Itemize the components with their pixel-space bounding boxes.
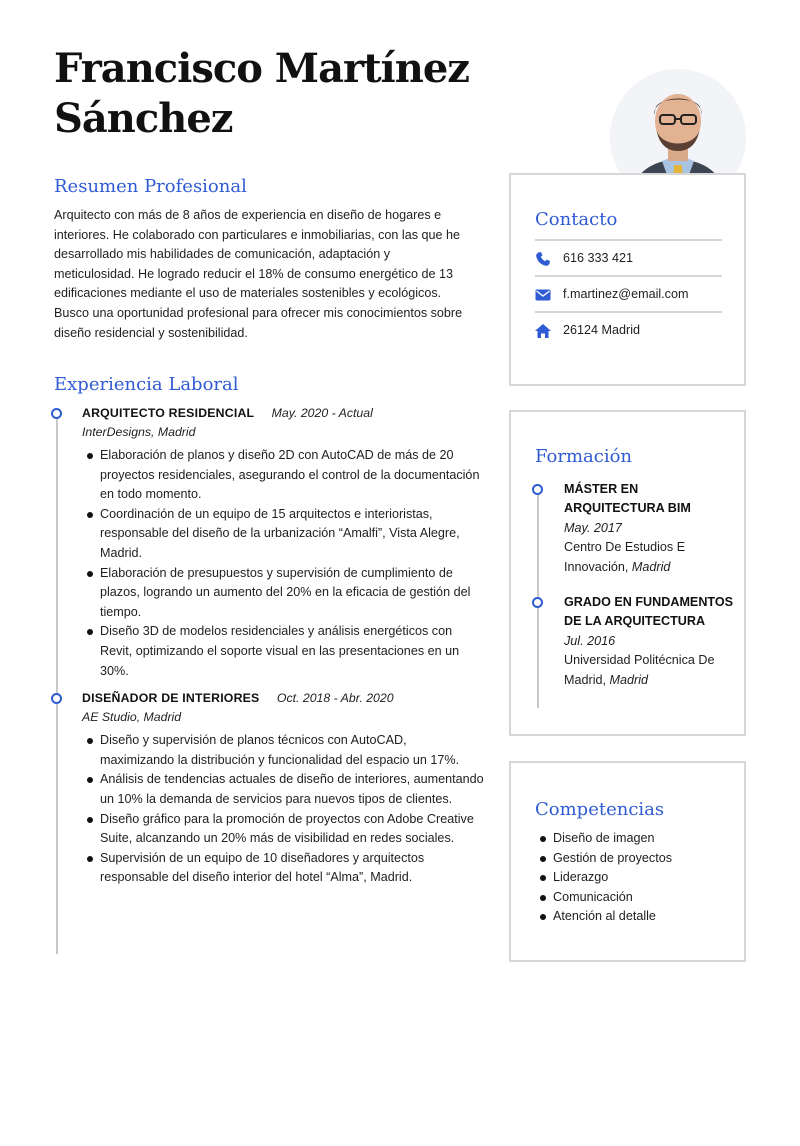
degree-date: May. 2017 xyxy=(564,520,622,535)
home-icon xyxy=(535,323,551,339)
contact-email[interactable] xyxy=(535,285,722,305)
degree-school xyxy=(564,538,735,577)
name-line-1: Francisco Martínez xyxy=(54,45,469,92)
education-box xyxy=(509,410,746,736)
school-city: Madrid xyxy=(631,559,671,574)
address-value: 26124 Madrid xyxy=(563,323,641,337)
job-date: May. 2020 - Actual xyxy=(271,406,373,420)
job-title: ARQUITECTO RESIDENCIAL xyxy=(82,406,255,420)
school-name: Centro De Estudios E Innovación, xyxy=(564,540,686,574)
list-item: Coordinación de un equipo de 15 arquitectos e interioristas, responsable del diseño de la urbanización “Amalfi”, Vista Alegre, Madrid. xyxy=(100,505,484,564)
divider xyxy=(535,275,722,277)
name-line-2: Sánchez xyxy=(54,95,233,142)
phone-icon xyxy=(535,251,551,267)
job-bullets xyxy=(82,731,484,888)
education-heading: Formación xyxy=(535,446,633,467)
degree-school xyxy=(564,651,735,690)
school-name: Universidad Politécnica De Madrid, xyxy=(564,653,715,687)
list-item: Atención al detalle xyxy=(553,907,672,927)
contact-heading: Contacto xyxy=(535,209,618,230)
list-item: Comunicación xyxy=(553,888,672,908)
job-bullets xyxy=(82,446,484,681)
summary-text: Arquitecto con más de 8 años de experiencia en diseño de hogares e interiores. He colaborado con particulares e inmobiliarias, con las que he desarrollado mis habilidades de comunicación, adaptación y meticulosidad. He logrado reducir el 18% de consumo energético de 13 edificaciones mediante el uso de materiales sostenibles y ecológicos. Busco una oportunidad profesional para ofrecer mis conocimientos sobre diseño residencial y sostenibilidad. xyxy=(54,208,463,340)
school-city: Madrid xyxy=(609,672,648,687)
list-item: Diseño y supervisión de planos técnicos con AutoCAD, maximizando la distribución y funcionalidad del espacio un 17%. xyxy=(100,731,484,770)
education-entry xyxy=(535,593,735,690)
contact-box xyxy=(509,173,746,386)
list-item: Elaboración de presupuestos y supervisión de cumplimiento de plazos, logrando un aumento del 20% en la eficacia de gestión del tiempo. xyxy=(100,564,484,623)
job-entry xyxy=(54,689,484,888)
phone-value: 616 333 421 xyxy=(563,251,634,265)
contact-phone[interactable] xyxy=(535,249,722,269)
list-item: Diseño gráfico para la promoción de proyectos con Adobe Creative Suite, alcanzando un 20% más de visibilidad en redes sociales. xyxy=(100,810,484,849)
timeline-dot xyxy=(51,693,62,704)
education-entry xyxy=(535,480,735,577)
job-entry xyxy=(54,404,484,681)
summary-heading: Resumen Profesional xyxy=(54,176,247,197)
list-item: Gestión de proyectos xyxy=(553,849,672,869)
skills-box xyxy=(509,761,746,962)
divider xyxy=(535,239,722,241)
education-timeline xyxy=(535,480,735,690)
degree-date: Jul. 2016 xyxy=(564,633,616,648)
job-company: InterDesigns, Madrid xyxy=(82,425,196,439)
candidate-name xyxy=(54,44,574,144)
list-item: Diseño de imagen xyxy=(553,829,672,849)
experience-timeline xyxy=(54,404,484,888)
experience-heading: Experiencia Laboral xyxy=(54,374,239,395)
degree-title: MÁSTER EN ARQUITECTURA BIM xyxy=(564,482,691,516)
envelope-icon xyxy=(535,287,551,303)
skills-list xyxy=(535,829,672,927)
job-title: DISEÑADOR DE INTERIORES xyxy=(82,691,260,706)
job-date: Oct. 2018 - Abr. 2020 xyxy=(276,691,394,706)
timeline-dot xyxy=(532,484,543,495)
email-value: f.martinez@email.com xyxy=(563,287,689,301)
list-item: Supervisión de un equipo de 10 diseñadores y arquitectos responsable del diseño interior del hotel “Alma”, Madrid. xyxy=(100,849,484,888)
list-item: Liderazgo xyxy=(553,868,672,888)
timeline-dot xyxy=(532,597,543,608)
degree-title: GRADO EN FUNDAMENTOS DE LA ARQUITECTURA xyxy=(564,595,734,629)
divider xyxy=(535,311,722,313)
job-company: AE Studio, Madrid xyxy=(82,710,182,725)
timeline-dot xyxy=(51,408,62,419)
list-item: Diseño 3D de modelos residenciales y análisis energéticos con Revit, optimizando el soporte visual en las presentaciones en un 30%. xyxy=(100,622,484,681)
list-item: Elaboración de planos y diseño 2D con AutoCAD de más de 20 proyectos residenciales, asegurando el control de la documentación en todo momento. xyxy=(100,446,484,505)
skills-heading: Competencias xyxy=(535,799,665,820)
list-item: Análisis de tendencias actuales de diseño de interiores, aumentando un 10% la demanda de servicios para nuevos tipos de clientes. xyxy=(100,770,484,809)
contact-address xyxy=(535,321,722,341)
